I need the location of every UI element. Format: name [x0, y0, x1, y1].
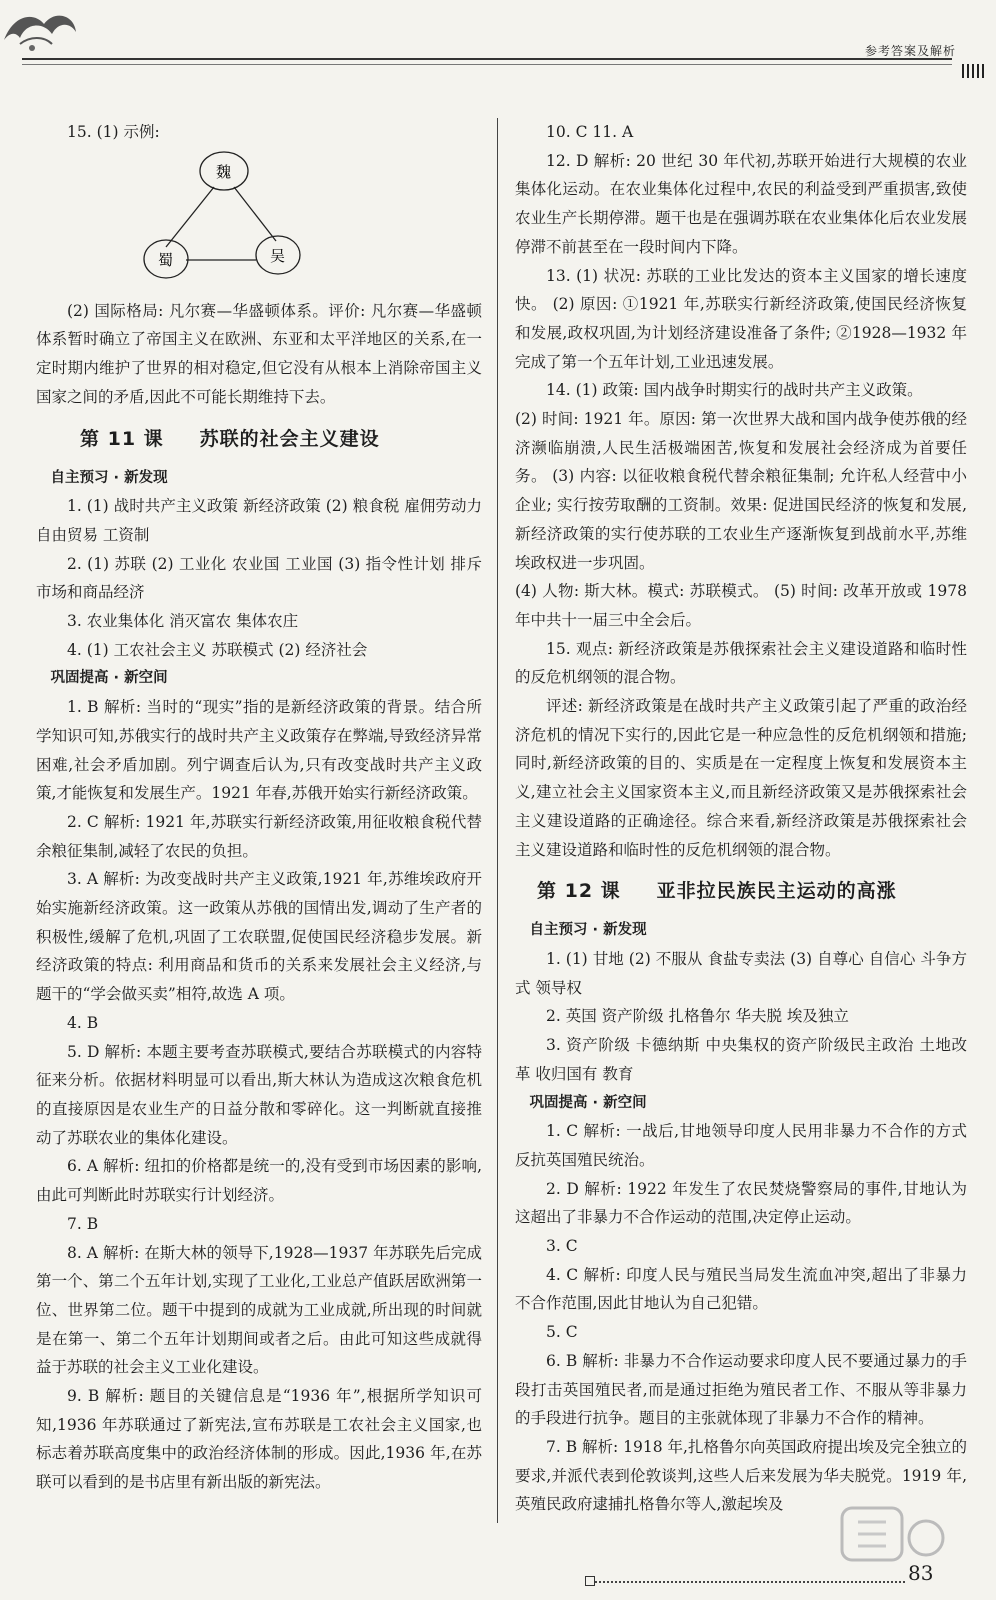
column-divider — [497, 118, 498, 1523]
section-preview-heading: 自主预习 · 新发现 — [529, 922, 647, 939]
answer-item: 15. 观点: 新经济政策是苏俄探索社会主义建设道路和临时性的反危机纲领的混合物。 — [515, 639, 967, 687]
preview-answer: 2. (1) 苏联 (2) 工业化 农业国 工业国 (3) 指令性计划 排斥市场和商品经济 — [36, 554, 482, 602]
answer-item: 2. D 解析: 1922 年发生了农民焚烧警察局的事件,甘地认为这超出了非暴力不合作运动的范围,决定停止运动。 — [515, 1179, 967, 1227]
header-rule — [22, 58, 952, 60]
diagram-node-wei: 魏 — [216, 162, 232, 181]
footer-square-icon — [585, 1576, 595, 1586]
lesson-11-title — [36, 426, 482, 452]
answer-item: 8. A 解析: 在斯大林的领导下,1928—1937 年苏联先后完成第一个、第二个五年计划,实现了工业化,工业总产值跃居欧洲第一位、世界第二位。题干中提到的成就为工业成就,所出现的时间就是在第一、第二个五年计划期间或者之后。由此可知这些成就得益于苏联的社会主义工业化建设。 — [36, 1243, 482, 1377]
answer-item: 1. B 解析: 当时的“现实”指的是新经济政策的背景。结合所学知识可知,苏俄实行的战时共产主义政策存在弊端,导致经济异常困难,社会矛盾加剧。列宁调查后认为,只有改变战时共产主义政策,才能恢复和发展生产。1921 年春,苏俄开始实行新经济政策。 — [36, 698, 482, 803]
section-consolidate-heading: 巩固提高 · 新空间 — [529, 1094, 647, 1111]
preview-answer: 1. (1) 甘地 (2) 不服从 食盐专卖法 (3) 自尊心 自信心 斗争方式 领导权 — [515, 949, 967, 997]
three-kingdoms-diagram — [36, 147, 482, 297]
preview-answer: 1. (1) 战时共产主义政策 新经济政策 (2) 粮食税 雇佣劳动力 自由贸易 工资制 — [36, 497, 482, 544]
diagram-node-shu: 蜀 — [158, 250, 174, 269]
left-column — [36, 118, 482, 1497]
answer-item: 10. C 11. A — [546, 123, 634, 141]
answer-item: 7. B 解析: 1918 年,扎格鲁尔向英国政府提出埃及完全独立的要求,并派代表到伦敦谈判,这些人后来发展为华夫脱党。1919 年,英殖民政府逮捕扎格鲁尔等人,激起埃及 — [515, 1437, 967, 1514]
lesson-12-title — [515, 878, 967, 904]
cloud-logo-icon — [0, 0, 100, 60]
q15-heading: 15. (1) 示例: — [67, 123, 160, 141]
right-column — [515, 118, 967, 1519]
lesson-11-name: 苏联的社会主义建设 — [199, 427, 380, 450]
lesson-12-name: 亚非拉民族民主运动的高涨 — [656, 880, 897, 903]
answer-item: 3. A 解析: 为改变战时共产主义政策,1921 年,苏维埃政府开始实施新经济政策。这一政策从苏俄的国情出发,调动了生产者的积极性,缓解了危机,巩固了工农联盟,促使国民经济稳步发展。新经济政策的特点: 利用商品和货币的关系来发展社会主义经济,与题干的“学会做买卖”相符,故选 A 项。 — [36, 870, 482, 1004]
answer-item: 评述: 新经济政策是在战时共产主义政策引起了严重的政治经济危机的情况下实行的,因此它是一种应急性的反危机纲领和措施; 同时,新经济政策的目的、实质是在一定程度上恢复和发展资本主义,建立社会主义国家资本主义,而且新经济政策又是苏俄探索社会主义建设道路的正确途径。综合来看,新经济政策是苏俄探索社会主义建设道路和临时性的反危机纲领的混合物。 — [515, 697, 967, 859]
answer-item: 4. B — [67, 1013, 99, 1032]
answer-item: (4) 人物: 斯大林。模式: 苏联模式。 (5) 时间: 改革开放或 1978 年中共十一届三中全会后。 — [515, 582, 967, 629]
answer-item: 13. (1) 状况: 苏联的工业比发达的资本主义国家的增长速度快。 (2) 原因: ①1921 年,苏联实行新经济政策,使国民经济恢复和发展,政权巩固,为计划经济建设准备了条件; ②1928—1932 年完成了第一个五年计划,工业迅速发展。 — [515, 266, 967, 371]
answer-item: 3. C — [546, 1237, 578, 1256]
header-title: 参考答案及解析 — [864, 44, 956, 58]
answer-item: 14. (1) 政策: 国内战争时期实行的战时共产主义政策。 — [546, 381, 923, 400]
preview-answer: 4. (1) 工农社会主义 苏联模式 (2) 经济社会 — [67, 640, 368, 659]
section-consolidate-heading: 巩固提高 · 新空间 — [50, 670, 168, 687]
answer-item: 2. C 解析: 1921 年,苏联实行新经济政策,用征收粮食税代替余粮征集制,减轻了农民的负担。 — [36, 812, 482, 860]
diagram-node-wu: 吴 — [270, 246, 286, 265]
q15-part2: (2) 国际格局: 凡尔赛—华盛顿体系。评价: 凡尔赛—华盛顿体系暂时确立了帝国主义在欧洲、东亚和太平洋地区的关系,在一定时期内维护了世界的相对稳定,但它没有从根本上消除帝国主义国家之间的矛盾,因此不可能长期维持下去。 — [36, 301, 482, 406]
answer-item: (2) 时间: 1921 年。原因: 第一次世界大战和国内战争使苏俄的经济濒临崩溃,人民生活极端困苦,恢复和发展社会经济成为首要任务。 (3) 内容: 以征收粮食税代替余粮征集制; 允许私人经营中小企业; 实行按劳取酬的工资制。效果: 促进国民经济的恢复和发展,新经济政策的实行使苏联的工农业生产逐渐恢复到战前水平,苏维埃政权进一步巩固。 — [515, 410, 967, 572]
answer-item: 9. B 解析: 题目的关键信息是“1936 年”,根据所学知识可知,1936 年苏联通过了新宪法,宣布苏联是工农社会主义国家,也标志着苏联高度集中的政治经济体制的形成。因此,1936 年,在苏联可以看到的是书店里有新出版的新宪法。 — [36, 1387, 482, 1492]
answer-item: 5. C — [546, 1323, 578, 1342]
header-tick-marks — [962, 64, 984, 78]
preview-answer: 3. 农业集体化 消灭富农 集体农庄 — [67, 612, 299, 631]
lesson-12-number: 第 12 课 — [537, 880, 621, 903]
answer-item: 5. D 解析: 本题主要考查苏联模式,要结合苏联模式的内容特征来分析。依据材料明显可以看出,斯大林认为造成这次粮食危机的直接原因是农业生产的日益分散和零碎化。这一判断就直接推动了苏联农业的集体化建设。 — [36, 1042, 482, 1147]
page-header — [0, 0, 996, 80]
answer-item: 6. B 解析: 非暴力不合作运动要求印度人民不要通过暴力的手段打击英国殖民者,而是通过拒绝为殖民者工作、不服从等非暴力的手段进行抗争。题目的主张就体现了非暴力不合作的精神。 — [515, 1351, 967, 1428]
page-number: 83 — [908, 1561, 934, 1585]
answer-item: 12. D 解析: 20 世纪 30 年代初,苏联开始进行大规模的农业集体化运动。在农业集体化过程中,农民的利益受到严重损害,致使农业生产长期停滞。题干也是在强调苏联在农业集体化后农业发展停滞不前甚至在一段时间内下降。 — [515, 151, 967, 256]
preview-answer: 2. 英国 资产阶级 扎格鲁尔 华夫脱 埃及独立 — [546, 1007, 849, 1026]
answer-item: 4. C 解析: 印度人民与殖民当局发生流血冲突,超出了非暴力不合作范围,因此甘地认为自己犯错。 — [515, 1265, 967, 1313]
answer-item: 1. C 解析: 一战后,甘地领导印度人民用非暴力不合作的方式反抗英国殖民统治。 — [515, 1122, 967, 1169]
answer-item: 6. A 解析: 纽扣的价格都是统一的,没有受到市场因素的影响,由此可判断此时苏联实行计划经济。 — [36, 1157, 482, 1205]
footer-dotted-rule — [595, 1581, 905, 1583]
preview-answer: 3. 资产阶级 卡德纳斯 中央集权的资产阶级民主政治 土地改革 收归国有 教育 — [515, 1036, 967, 1083]
header-rule-thin — [22, 64, 952, 65]
answer-item: 7. B — [67, 1214, 99, 1233]
watermark-stamp — [838, 1500, 948, 1570]
lesson-11-number: 第 11 课 — [80, 427, 164, 450]
section-preview-heading: 自主预习 · 新发现 — [50, 469, 168, 486]
